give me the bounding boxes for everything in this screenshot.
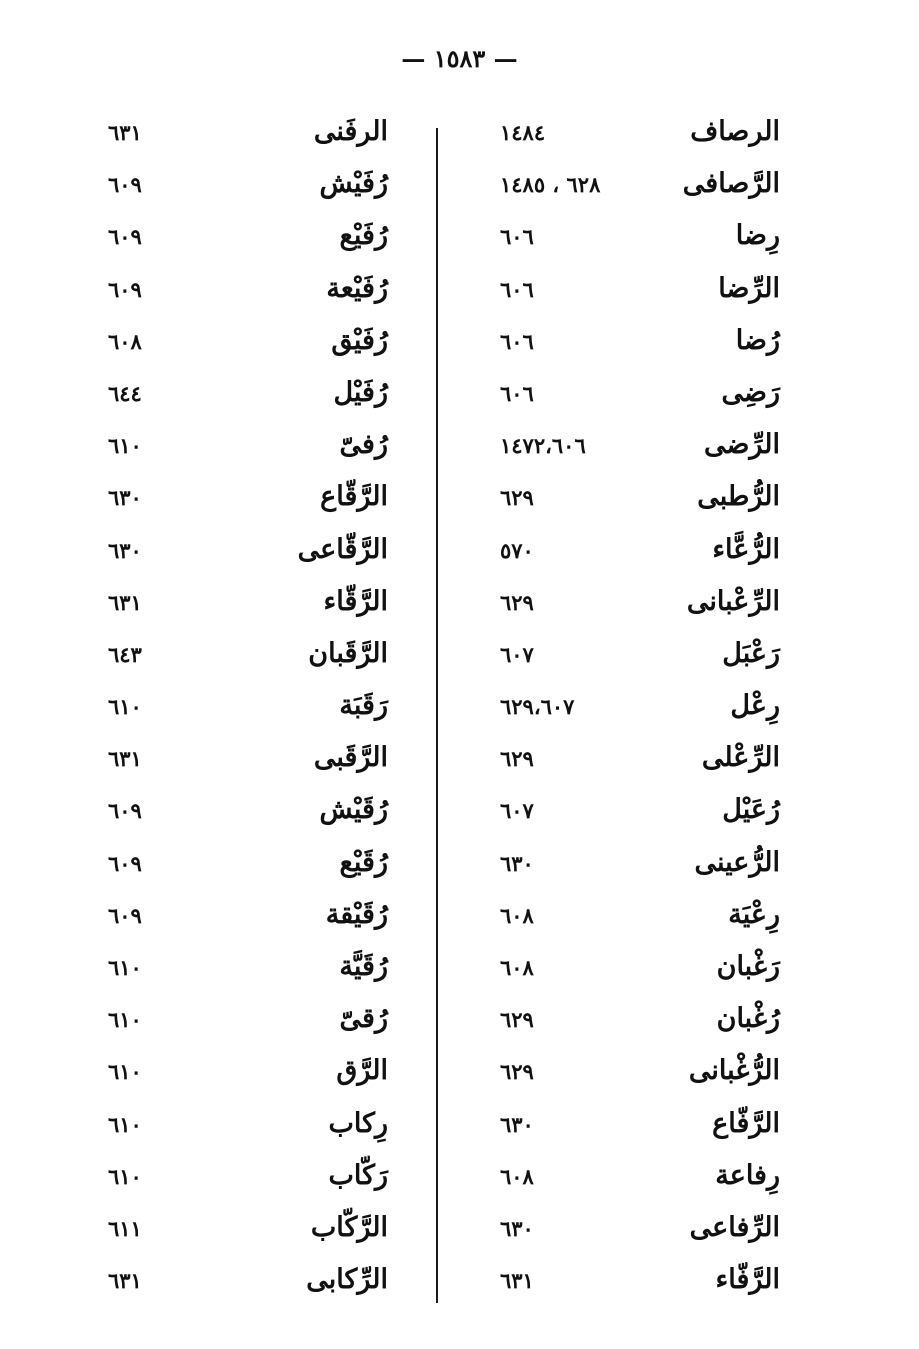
entry-name: الرِّعْبانى xyxy=(686,585,780,617)
entry-pages: ٦٢٩ xyxy=(500,1059,534,1085)
index-entry xyxy=(90,1049,410,1101)
entry-pages: ٦٠٦ xyxy=(500,276,534,302)
entry-name: الرُّغْبانى xyxy=(688,1055,780,1087)
index-entry xyxy=(480,214,810,266)
entry-name: الرَّقّاء xyxy=(323,585,388,617)
entry-pages: ٦١٠ xyxy=(108,1059,142,1085)
entry-pages: ٦٠٨ xyxy=(500,1163,534,1189)
index-entry xyxy=(480,319,810,371)
entry-pages: ٦٠٩ xyxy=(108,902,142,928)
index-entry xyxy=(90,475,410,527)
entry-pages: ٦١٠ xyxy=(108,433,142,459)
entry-pages: ٦٠٩ xyxy=(108,798,142,824)
index-entry xyxy=(90,267,410,319)
index-entry xyxy=(480,788,810,840)
entry-pages: ٦٣٠ xyxy=(500,850,534,876)
entry-name: الرَّقّاعى xyxy=(297,533,388,565)
index-entry xyxy=(480,841,810,893)
entry-pages: ٦٠٨ xyxy=(500,902,534,928)
entry-name: رِضا xyxy=(735,220,780,252)
index-entry xyxy=(90,162,410,214)
entry-name: رِعْل xyxy=(730,690,780,722)
entry-pages: ٦٣٠ xyxy=(500,1111,534,1137)
entry-name: رَغْبان xyxy=(716,951,780,982)
entry-name: الرَّقَبى xyxy=(313,742,388,774)
index-entry xyxy=(480,893,810,945)
index-entry xyxy=(90,684,410,736)
entry-name: رُفىّ xyxy=(339,429,388,461)
entry-pages: ٦٣١ xyxy=(108,746,142,772)
entry-name: رُقَيَّة xyxy=(339,951,388,982)
index-entry xyxy=(90,1154,410,1206)
index-entry xyxy=(480,1102,810,1154)
entry-name: الرصاف xyxy=(690,116,780,147)
entry-pages: ٦٠٨ xyxy=(108,328,142,354)
entry-name: رُقَيْع xyxy=(339,846,388,878)
entry-name: رُقَيْش xyxy=(319,794,388,826)
entry-pages: ٦٣٠ xyxy=(108,537,142,563)
index-entry xyxy=(480,528,810,580)
column-divider xyxy=(436,128,438,1303)
entry-name: الرُّعينى xyxy=(694,846,780,878)
entry-name: الرِّفاعى xyxy=(689,1211,780,1243)
entry-name: رَكّاب xyxy=(328,1159,388,1191)
entry-name: الرَّق xyxy=(336,1055,388,1087)
entry-name: الرُّطبى xyxy=(697,481,780,513)
entry-name: الرَّفّاع xyxy=(712,1107,780,1139)
entry-pages: ٦٢٨ ، ١٤٨٥ xyxy=(500,172,601,198)
index-entry xyxy=(90,319,410,371)
entry-pages: ٦٠٧ xyxy=(500,641,534,667)
index-entry xyxy=(90,1258,410,1310)
index-entry xyxy=(480,684,810,736)
index-entry xyxy=(480,1049,810,1101)
entry-name: رُفَيْل xyxy=(333,376,388,408)
entry-pages: ٦٣٠ xyxy=(108,485,142,511)
entry-name: الرَّصافى xyxy=(682,168,780,200)
entry-name: رَعْبَل xyxy=(722,637,780,669)
entry-name: الرِّكابى xyxy=(306,1264,388,1296)
entry-name: رُفَيْق xyxy=(331,324,388,356)
entry-pages: ٦٢٩ xyxy=(500,485,534,511)
entry-name: الرَّفّاء xyxy=(715,1264,780,1296)
index-column-left xyxy=(90,110,410,1320)
entry-name: الرفَنى xyxy=(313,116,388,147)
entry-name: رِفاعة xyxy=(715,1159,780,1191)
entry-name: الرَّكّاب xyxy=(310,1211,388,1243)
index-entry xyxy=(90,528,410,580)
entry-pages: ٦٣٠ xyxy=(500,1215,534,1241)
entry-name: رِكاب xyxy=(328,1107,388,1139)
entry-pages: ٦١١ xyxy=(108,1215,142,1241)
entry-pages: ٦٠٩ xyxy=(108,172,142,198)
index-entry xyxy=(90,371,410,423)
index-entry xyxy=(90,841,410,893)
entry-pages: ٦٠٦ xyxy=(500,224,534,250)
entry-name: رُفَيْش xyxy=(319,168,388,200)
index-entry xyxy=(480,580,810,632)
entry-pages: ٦٣١ xyxy=(108,589,142,615)
entry-pages: ٦١٠ xyxy=(108,694,142,720)
index-entry xyxy=(480,162,810,214)
entry-pages: ١٤٨٤ xyxy=(500,120,546,145)
index-entry xyxy=(480,110,810,162)
entry-pages: ٦٠٦ xyxy=(500,380,534,406)
entry-pages: ٦٤٤ xyxy=(108,380,142,406)
entry-name: الرَّقَبان xyxy=(308,637,388,669)
entry-pages: ٥٧٠ xyxy=(500,537,534,563)
entry-name: رَضِى xyxy=(721,376,780,408)
entry-name: رُقَيْقة xyxy=(325,898,388,930)
entry-pages: ٦١٠ xyxy=(108,955,142,980)
entry-name: الرَّقّاع xyxy=(320,481,388,513)
index-entry xyxy=(90,1206,410,1258)
entry-name: الرِّعْلى xyxy=(701,742,780,774)
index-entry xyxy=(90,788,410,840)
entry-pages: ٦١٠ xyxy=(108,1007,142,1033)
index-entry xyxy=(480,997,810,1049)
entry-pages: ٦٢٩ xyxy=(500,746,534,772)
entry-name: رُضا xyxy=(735,324,780,356)
entry-name: الرُّعَّاء xyxy=(712,533,780,565)
entry-pages: ٦٣١ xyxy=(500,1268,534,1294)
index-entry xyxy=(480,1154,810,1206)
entry-pages: ٦٢٩ xyxy=(500,1007,534,1033)
index-entry xyxy=(90,580,410,632)
page-number: — ١٥٨٣ — xyxy=(401,44,518,73)
index-entry xyxy=(90,110,410,162)
entry-pages: ٦٠٦ xyxy=(500,328,534,354)
entry-pages: ٦١٠ xyxy=(108,1111,142,1137)
entry-name: رُغْبان xyxy=(716,1003,780,1035)
entry-name: الرِّضا xyxy=(718,272,780,304)
entry-name: رُعَيْل xyxy=(722,794,780,826)
index-entry xyxy=(90,997,410,1049)
index-entry xyxy=(480,736,810,788)
entry-pages: ٦٠٩ xyxy=(108,276,142,302)
index-entry xyxy=(90,945,410,997)
index-entry xyxy=(90,736,410,788)
entry-pages: ٦٣١ xyxy=(108,120,142,145)
index-entry xyxy=(480,945,810,997)
entry-name: رُفَيْع xyxy=(339,220,388,252)
index-entry xyxy=(480,267,810,319)
index-column-right xyxy=(480,110,810,1320)
entry-pages: ٦٣١ xyxy=(108,1268,142,1294)
entry-pages: ٦٠٨ xyxy=(500,955,534,980)
entry-pages: ٦٠٩ xyxy=(108,224,142,250)
entry-pages: ٦٢٩،٦٠٧ xyxy=(500,694,575,720)
index-entry xyxy=(480,1206,810,1258)
index-entry xyxy=(480,371,810,423)
index-entry xyxy=(480,1258,810,1310)
entry-name: رُفَيْعة xyxy=(326,272,388,304)
entry-pages: ٦٢٩ xyxy=(500,589,534,615)
index-entry xyxy=(480,475,810,527)
index-entry xyxy=(480,423,810,475)
index-entry xyxy=(90,214,410,266)
entry-name: رَقَبَة xyxy=(339,690,388,722)
entry-pages: ١٤٧٢،٦٠٦ xyxy=(500,433,586,459)
index-entry xyxy=(90,893,410,945)
entry-name: الرِّضى xyxy=(703,429,780,461)
entry-pages: ٦١٠ xyxy=(108,1163,142,1189)
entry-pages: ٦٠٧ xyxy=(500,798,534,824)
index-entry xyxy=(90,1102,410,1154)
index-entry xyxy=(90,632,410,684)
entry-name: رِعْيَة xyxy=(728,898,780,930)
entry-name: رُقىّ xyxy=(339,1003,388,1035)
index-entry xyxy=(90,423,410,475)
index-entry xyxy=(480,632,810,684)
entry-pages: ٦٤٣ xyxy=(108,641,142,667)
entry-pages: ٦٠٩ xyxy=(108,850,142,876)
